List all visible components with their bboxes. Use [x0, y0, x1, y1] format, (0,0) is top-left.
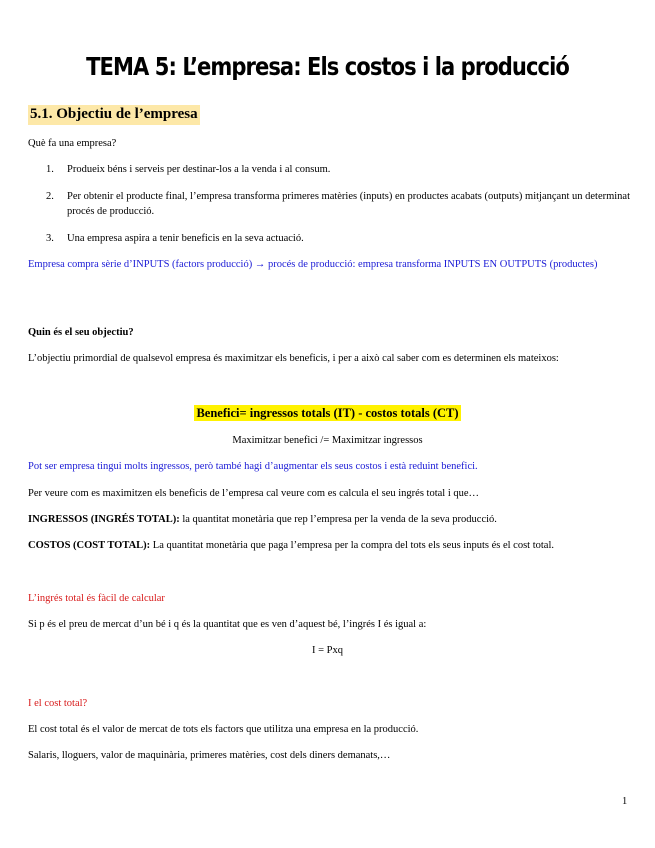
list-item-text: Per obtenir el producte final, l’empresa transforma primeres matèries (inputs) en productes acabats (outputs) mitjançant un determinat procés de producció. [67, 191, 631, 217]
formula-note: Maximitzar benefici /= Maximitzar ingressos [232, 435, 423, 446]
list-item-number: 1. [46, 164, 54, 175]
ingressos-definition [28, 512, 648, 527]
ingres-heading: L’ingrés total és fàcil de calcular [28, 593, 165, 604]
list-item-text: Una empresa aspira a tenir beneficis en la seva actuació. [67, 233, 304, 244]
ingres-formula: I = Pxq [311, 645, 343, 656]
list-item-number: 3. [46, 233, 54, 244]
objective-paragraph: L’objectiu primordial de qualsevol empresa és maximitzar els beneficis, i per a això cal saber com es determinen els mateixos: [28, 353, 559, 364]
costs-note: Pot ser empresa tingui molts ingressos, però també hagi d’augmentar els seus costos i està reduint benefici. [28, 461, 478, 472]
ingres-definition: Si p és el preu de mercat d’un bé i q és la quantitat que es ven d’aquest bé, l’ingrés I és igual a: [28, 619, 427, 630]
costos-label: COSTOS (COST TOTAL): [28, 540, 151, 551]
question-objective: Quin és el seu objectiu? [28, 327, 134, 338]
profit-formula-row [0, 404, 655, 422]
list-item-number: 2. [46, 191, 54, 202]
question-what: Què fa una empresa? [28, 138, 117, 149]
costos-definition [28, 538, 653, 553]
cost-heading: I el cost total? [28, 698, 88, 709]
section-heading: 5.1. Objectiu de l’empresa [28, 105, 200, 125]
page-number: 1 [622, 796, 628, 807]
profit-formula: Benefici= ingressos totals (IT) - costos totals (CT) [196, 406, 459, 420]
list-item-text: Produeix béns i serveis per destinar-los a la venda i al consum. [67, 164, 331, 175]
ingressos-label: INGRESSOS (INGRÉS TOTAL): [28, 514, 180, 525]
inputs-note: Empresa compra sèrie d’INPUTS (factors producció) → procés de producció: empresa transforma INPUTS EN OUTPUTS (productes) [28, 259, 598, 270]
ingressos-text: la quantitat monetària que rep l’empresa per la venda de la seva producció. [179, 514, 497, 525]
cost-definition: El cost total és el valor de mercat de tots els factors que utilitza una empresa en la producció. [28, 724, 419, 735]
how-paragraph: Per veure com es maximitzen els beneficis de l’empresa cal veure com es calcula el seu ingrés total i que… [28, 488, 480, 499]
page-title: TEMA 5: L’empresa: Els costos i la producció [86, 52, 569, 81]
costos-text: La quantitat monetària que paga l’empresa per la compra del tots els seus inputs és el cost total. [150, 540, 554, 551]
cost-examples: Salaris, lloguers, valor de maquinària, primeres matèries, cost dels diners demanats,… [28, 750, 391, 761]
